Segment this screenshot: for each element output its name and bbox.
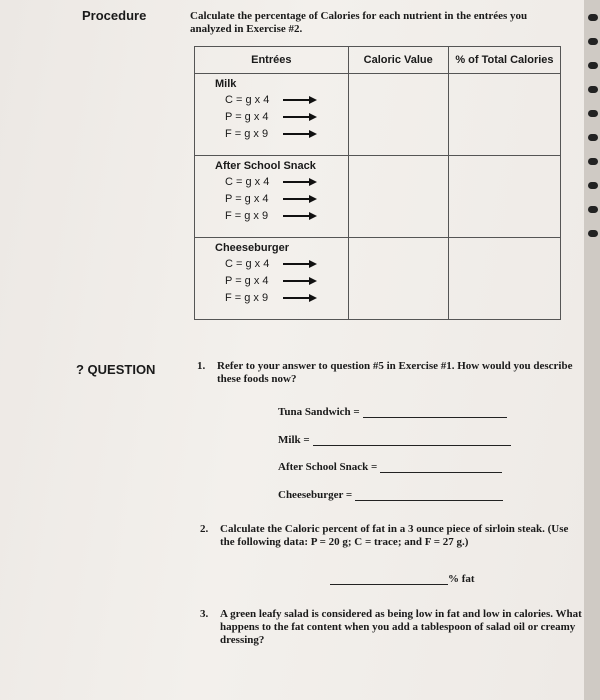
question-number: 1.: [197, 360, 206, 372]
binding-ring: [588, 206, 598, 213]
arrow-right-icon: [283, 212, 317, 220]
question-number: 3.: [200, 608, 209, 620]
procedure-instruction: Calculate the percentage of Calories for each nutrient in the entrées you analyzed in Exercise #2.: [190, 10, 528, 35]
entree-cell: [195, 74, 349, 156]
entree-name: After School Snack: [215, 160, 316, 172]
arrow-right-icon: [283, 130, 317, 138]
formula-row: [215, 173, 348, 190]
entree-name: Milk: [215, 78, 237, 90]
table-row-milk: [195, 74, 561, 156]
binding-ring: [588, 158, 598, 165]
arrow-right-icon: [283, 96, 317, 104]
answer-blank[interactable]: [330, 574, 448, 585]
formula-text: F = g x 9: [225, 291, 269, 304]
binding-ring: [588, 14, 598, 21]
formula-row: [215, 125, 348, 142]
answer-blank[interactable]: [363, 407, 507, 418]
formula-text: P = g x 4: [225, 110, 269, 123]
question-3: [200, 608, 582, 647]
answer-suffix: % fat: [448, 573, 475, 585]
formula-row: [215, 255, 348, 272]
binding-ring: [588, 110, 598, 117]
binding-ring: [588, 38, 598, 45]
formula-row: [215, 289, 348, 306]
caloric-value-cell[interactable]: [348, 156, 448, 238]
answer-label: Milk =: [278, 434, 310, 446]
formula-row: [215, 207, 348, 224]
answer-blank[interactable]: [380, 462, 502, 473]
formula-text: C = g x 4: [225, 257, 270, 270]
arrow-right-icon: [283, 260, 317, 268]
arrow-right-icon: [283, 113, 317, 121]
binding-ring: [588, 134, 598, 141]
answer-after-school-snack: [278, 461, 502, 473]
header-percent-calories: % of Total Calories: [448, 47, 560, 74]
answer-blank[interactable]: [355, 490, 503, 501]
percent-calories-cell[interactable]: [448, 74, 560, 156]
formula-text: P = g x 4: [225, 274, 269, 287]
notebook-binding: [584, 0, 600, 700]
formula-text: P = g x 4: [225, 192, 269, 205]
calories-table: [194, 46, 561, 320]
caloric-value-cell[interactable]: [348, 238, 448, 320]
formula-text: F = g x 9: [225, 127, 269, 140]
percent-calories-cell[interactable]: [448, 156, 560, 238]
answer-blank[interactable]: [313, 435, 511, 446]
binding-ring: [588, 230, 598, 237]
header-entrees: Entrées: [195, 47, 349, 74]
arrow-right-icon: [283, 195, 317, 203]
question-2: [200, 523, 578, 549]
caloric-value-cell[interactable]: [348, 74, 448, 156]
table-row-after-school-snack: [195, 156, 561, 238]
entree-cell: [195, 156, 349, 238]
question-text: Calculate the Caloric percent of fat in a 3 ounce piece of sirloin steak. (Use the following data: P = 20 g; C = trace; and F = 27 g.): [220, 523, 569, 548]
question-label: ? QUESTION: [76, 362, 156, 377]
binding-ring: [588, 182, 598, 189]
table-header-row: [195, 47, 561, 74]
arrow-right-icon: [283, 294, 317, 302]
formula-row: [215, 91, 348, 108]
formula-row: [215, 190, 348, 207]
question-number: 2.: [200, 523, 209, 535]
question-text: A green leafy salad is considered as being low in fat and low in calories. What happens to the fat content when you add a tablespoon of salad oil or creamy dressing?: [220, 608, 582, 646]
formula-text: C = g x 4: [225, 175, 270, 188]
binding-ring: [588, 86, 598, 93]
answer-tuna-sandwich: [278, 406, 507, 418]
question-text: Refer to your answer to question #5 in Exercise #1. How would you describe these foods now?: [217, 360, 573, 385]
entree-cell: [195, 238, 349, 320]
answer-label: Cheeseburger =: [278, 489, 353, 501]
percent-calories-cell[interactable]: [448, 238, 560, 320]
answer-label: Tuna Sandwich =: [278, 406, 360, 418]
header-caloric-value: Caloric Value: [348, 47, 448, 74]
procedure-label: Procedure: [82, 8, 147, 23]
answer-fat-percent: [330, 573, 475, 585]
formula-row: [215, 272, 348, 289]
answer-milk: [278, 434, 511, 446]
answer-cheeseburger: [278, 489, 503, 501]
answer-label: After School Snack =: [278, 461, 378, 473]
formula-row: [215, 108, 348, 125]
table-row-cheeseburger: [195, 238, 561, 320]
formula-text: C = g x 4: [225, 93, 270, 106]
question-1: [197, 360, 577, 386]
arrow-right-icon: [283, 178, 317, 186]
entree-name: Cheeseburger: [215, 242, 289, 254]
formula-text: F = g x 9: [225, 209, 269, 222]
binding-ring: [588, 62, 598, 69]
arrow-right-icon: [283, 277, 317, 285]
